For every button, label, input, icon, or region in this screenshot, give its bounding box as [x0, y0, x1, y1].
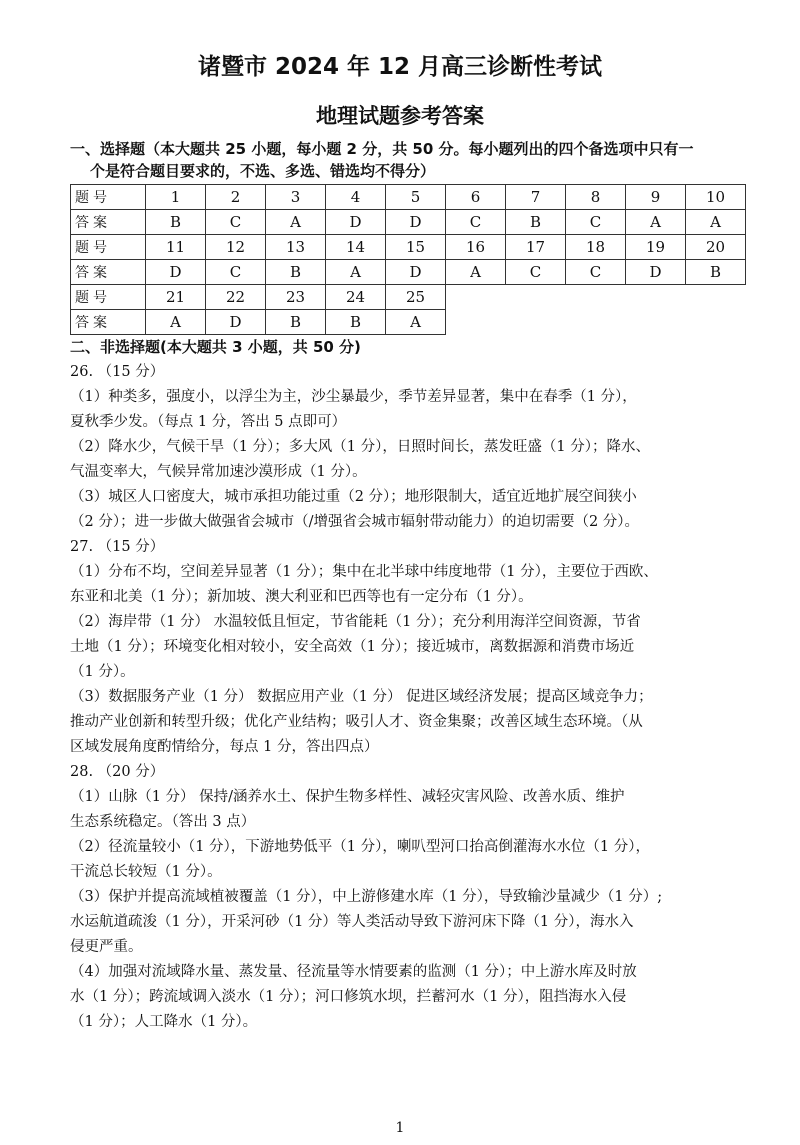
table-cell-question-number: 16 — [446, 235, 506, 260]
table-cell-question-number: 8 — [566, 185, 626, 210]
section-choice-heading-line1: 一、选择题（本大题共 25 小题，每小题 2 分，共 50 分。每小题列出的四个备选项中只有一 — [70, 140, 694, 158]
q28-line: （3）保护并提高流域植被覆盖（1 分），中上游修建水库（1 分），导致输沙量减少（1 分）; — [70, 889, 663, 905]
table-cell-answer: D — [146, 260, 206, 285]
table-cell-question-number: 13 — [266, 235, 326, 260]
answers-body — [70, 360, 730, 1035]
table-row-numbers — [71, 185, 746, 210]
q26-line: （3）城区人口密度大，城市承担功能过重（2 分）；地形限制大，适宜近地扩展空间狭小 — [70, 489, 637, 505]
table-row-answers — [71, 210, 746, 235]
table-cell-question-number: 4 — [326, 185, 386, 210]
q28-line: 生态系统稳定。（答出 3 点） — [70, 814, 256, 830]
table-cell-answer: B — [266, 310, 326, 335]
q26-line: （2）降水少，气候干旱（1 分）；多大风（1 分），日照时间长，蒸发旺盛（1 分）；降水、 — [70, 439, 650, 455]
table-header-num: 题号 — [71, 235, 146, 260]
table-cell-answer: B — [146, 210, 206, 235]
answer-table — [70, 184, 746, 335]
q28-line: （1）山脉（1 分） 保持/涵养水土、保护生物多样性、减轻灾害风险、改善水质、维护 — [70, 789, 625, 805]
section-open-heading: 二、非选择题(本大题共 3 小题，共 50 分) — [70, 338, 361, 356]
table-cell-answer: B — [506, 210, 566, 235]
table-cell-answer: C — [206, 210, 266, 235]
table-row-answers — [71, 310, 746, 335]
table-cell-question-number: 18 — [566, 235, 626, 260]
table-cell-question-number: 9 — [626, 185, 686, 210]
table-cell-question-number: 2 — [206, 185, 266, 210]
table-cell-answer: A — [386, 310, 446, 335]
q27-line: （2）海岸带（1 分） 水温较低且恒定，节省能耗（1 分）；充分利用海洋空间资源，节省 — [70, 614, 641, 630]
table-header-ans: 答案 — [71, 210, 146, 235]
q28-line: 水运航道疏浚（1 分），开采河砂（1 分）等人类活动导致下游河床下降（1 分），海水入 — [70, 914, 634, 930]
q26-line: （1）种类多，强度小，以浮尘为主，沙尘暴最少，季节差异显著，集中在春季（1 分）， — [70, 389, 637, 405]
section-choice-heading — [70, 138, 735, 182]
table-cell-question-number: 20 — [686, 235, 746, 260]
table-cell-question-number: 24 — [326, 285, 386, 310]
q27-line: （1）分布不均，空间差异显著（1 分）；集中在北半球中纬度地带（1 分），主要位于西欧、 — [70, 564, 658, 580]
q28-line: 水（1 分）；跨流域调入淡水（1 分）；河口修筑水坝，拦蓄河水（1 分），阻挡海水入侵 — [70, 989, 627, 1005]
table-cell-answer: D — [386, 260, 446, 285]
table-cell-answer: D — [326, 210, 386, 235]
q28-heading: 28. （20 分） — [70, 764, 165, 780]
table-cell-question-number: 17 — [506, 235, 566, 260]
table-cell-question-number: 3 — [266, 185, 326, 210]
table-cell-answer: D — [206, 310, 266, 335]
table-cell-answer: C — [566, 210, 626, 235]
table-cell-answer: B — [686, 260, 746, 285]
section-choice-heading-line2: 个是符合题目要求的，不选、多选、错选均不得分） — [90, 162, 436, 180]
table-cell-answer: D — [626, 260, 686, 285]
table-cell-question-number: 10 — [686, 185, 746, 210]
table-cell-question-number: 1 — [146, 185, 206, 210]
table-cell-question-number: 15 — [386, 235, 446, 260]
table-cell-answer: A — [626, 210, 686, 235]
q26-line: 夏秋季少发。（每点 1 分，答出 5 点即可） — [70, 414, 347, 430]
table-cell-question-number: 12 — [206, 235, 266, 260]
table-row-numbers — [71, 235, 746, 260]
table-cell-answer: A — [326, 260, 386, 285]
q28-line: （2）径流量较小（1 分），下游地势低平（1 分），喇叭型河口抬高倒灌海水水位（1 分）， — [70, 839, 650, 855]
table-cell-answer: B — [326, 310, 386, 335]
q28-line: 侵更严重。 — [70, 939, 143, 955]
q26-line: （2 分）；进一步做大做强省会城市（/增强省会城市辐射带动能力）的迫切需要（2 分）。 — [70, 514, 640, 530]
page-title: 诸暨市 2024 年 12 月高三诊断性考试 — [197, 54, 603, 80]
table-cell-question-number: 21 — [146, 285, 206, 310]
table-cell-question-number: 25 — [386, 285, 446, 310]
q27-line: 区域发展角度酌情给分，每点 1 分，答出四点） — [70, 739, 379, 755]
table-header-num: 题号 — [71, 285, 146, 310]
table-cell-answer: A — [146, 310, 206, 335]
table-header-ans: 答案 — [71, 310, 146, 335]
q26-line: 气温变率大，气候异常加速沙漠形成（1 分）。 — [70, 464, 367, 480]
table-cell-answer: C — [506, 260, 566, 285]
table-cell-question-number: 14 — [326, 235, 386, 260]
q27-line: 推动产业创新和转型升级；优化产业结构；吸引人才、资金集聚；改善区域生态环境。（从 — [70, 714, 643, 730]
table-cell-question-number: 7 — [506, 185, 566, 210]
q27-line: （1 分）。 — [70, 664, 135, 680]
table-cell-question-number: 6 — [446, 185, 506, 210]
page-number: 1 — [395, 1120, 405, 1136]
q28-line: （1 分）；人工降水（1 分）。 — [70, 1014, 258, 1030]
table-cell-question-number: 22 — [206, 285, 266, 310]
table-cell-answer: B — [266, 260, 326, 285]
table-header-ans: 答案 — [71, 260, 146, 285]
table-cell-answer: A — [686, 210, 746, 235]
table-cell-question-number: 5 — [386, 185, 446, 210]
q27-line: 土地（1 分）；环境变化相对较小，安全高效（1 分）；接近城市，离数据源和消费市场近 — [70, 639, 635, 655]
q27-heading: 27. （15 分） — [70, 539, 165, 555]
table-cell-answer: A — [446, 260, 506, 285]
table-row-numbers — [71, 285, 746, 310]
table-cell-answer: C — [206, 260, 266, 285]
q28-line: （4）加强对流域降水量、蒸发量、径流量等水情要素的监测（1 分）；中上游水库及时放 — [70, 964, 637, 980]
q28-line: 干流总长较短（1 分）。 — [70, 864, 222, 880]
table-cell-question-number: 23 — [266, 285, 326, 310]
table-row-answers — [71, 260, 746, 285]
q27-line: （3）数据服务产业（1 分） 数据应用产业（1 分） 促进区域经济发展；提高区域竞争力； — [70, 689, 653, 705]
table-cell-answer: A — [266, 210, 326, 235]
page-subtitle: 地理试题参考答案 — [316, 104, 484, 128]
table-cell-answer: D — [386, 210, 446, 235]
table-cell-question-number: 19 — [626, 235, 686, 260]
table-header-num: 题号 — [71, 185, 146, 210]
table-cell-question-number: 11 — [146, 235, 206, 260]
table-cell-answer: C — [566, 260, 626, 285]
q26-heading: 26. （15 分） — [70, 364, 165, 380]
q27-line: 东亚和北美（1 分）；新加坡、澳大利亚和巴西等也有一定分布（1 分）。 — [70, 589, 533, 605]
table-cell-answer: C — [446, 210, 506, 235]
